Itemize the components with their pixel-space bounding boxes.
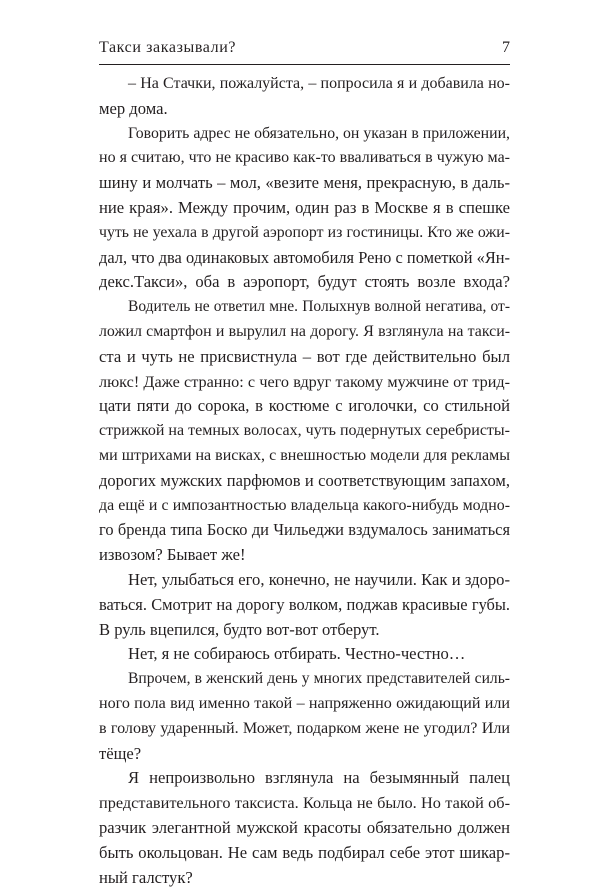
text-line: чуть не уехала в другой аэропорт из гостиницы. Кто же ожи- [99, 221, 510, 246]
running-head [99, 37, 510, 59]
text-line: Говорить адрес не обязательно, он указан в приложении, [99, 122, 510, 147]
text-line: но я считаю, что не красиво как-то вваливаться в чужую ма- [99, 146, 510, 171]
text-line: ста и чуть не присвистнула – вот где действительно был [99, 345, 510, 370]
text-line: В руль вцепился, будто вот-вот отберут. [99, 618, 510, 643]
text-line: ный галстук? [99, 866, 510, 890]
text-line: стрижкой на темных волосах, чуть подернутых серебристы- [99, 419, 510, 444]
text-line: цати пяти до сорока, в костюме с иголочки, со стильной [99, 394, 510, 419]
text-line: мер дома. [99, 97, 510, 122]
text-line: в голову ударенный. Может, подарком жене не угодил? Или [99, 717, 510, 742]
text-line: Нет, я не собираюсь отбирать. Честно-честно… [99, 642, 510, 667]
text-line: тёще? [99, 742, 510, 767]
text-line: дал, что два одинаковых автомобиля Рено с пометкой «Ян- [99, 246, 510, 271]
text-line: ми штрихами на висках, с внешностью модели для рекламы [99, 444, 510, 469]
running-head-title: Такси заказывали? [99, 39, 236, 57]
text-line: го бренда типа Боско ди Чильеджи вздумалось заниматься [99, 518, 510, 543]
text-line: быть окольцован. Не сам ведь подбирал себе этот шикар- [99, 841, 510, 866]
page-number: 7 [502, 39, 510, 57]
text-line: ние края». Между прочим, один раз в Москве я в спешке [99, 196, 510, 221]
text-line: ваться. Смотрит на дорогу волком, поджав красивые губы. [99, 593, 510, 618]
text-line: Я непроизвольно взглянула на безымянный палец [99, 766, 510, 791]
header-rule [99, 64, 510, 65]
text-line: – На Стачки, пожалуйста, – попросила я и добавила но- [99, 72, 510, 97]
text-line: Водитель не ответил мне. Полыхнув волной негатива, от- [99, 295, 510, 320]
text-line: ного пола вид именно такой – напряженно ожидающий или [99, 692, 510, 717]
text-line: представительного таксиста. Кольца не было. Но такой об- [99, 791, 510, 816]
text-line: Нет, улыбаться его, конечно, не научили. Как и здоро- [99, 568, 510, 593]
text-line: Впрочем, в женский день у многих представителей силь- [99, 667, 510, 692]
body-text [99, 72, 510, 890]
text-line: люкс! Даже странно: с чего вдруг такому мужчине от трид- [99, 370, 510, 395]
text-line: да ещё и с импозантностью владельца какого-нибудь модно- [99, 494, 510, 519]
text-line: извозом? Бывает же! [99, 543, 510, 568]
text-line: шину и молчать – мол, «везите меня, прекрасную, в даль- [99, 171, 510, 196]
text-line: декс.Такси», оба в аэропорт, будут стоять возле входа? [99, 270, 510, 295]
text-line: разчик элегантной мужской красоты обязательно должен [99, 816, 510, 841]
text-line: дорогих мужских парфюмов и соответствующим запахом, [99, 469, 510, 494]
text-line: ложил смартфон и вырулил на дорогу. Я взглянула на такси- [99, 320, 510, 345]
